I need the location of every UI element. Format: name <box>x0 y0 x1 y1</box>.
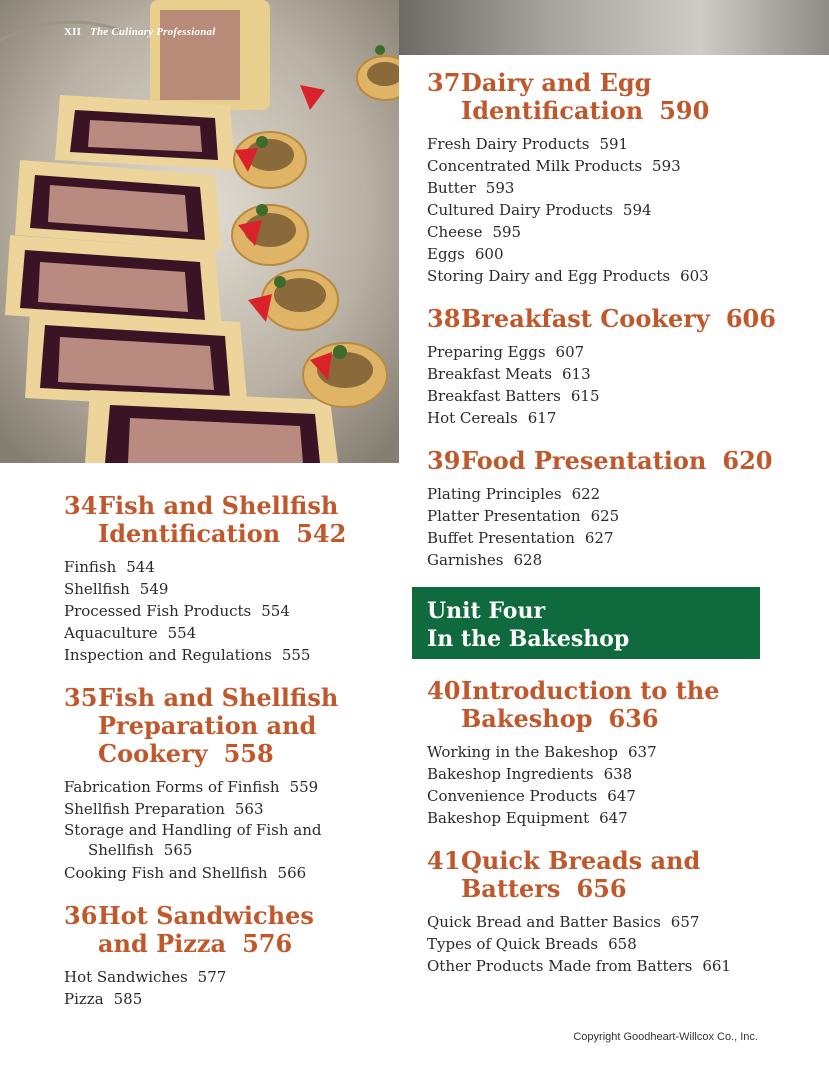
book-title: The Culinary Professional <box>90 26 216 38</box>
section-item[interactable]: Plating Principles 622 <box>427 485 601 503</box>
chapter-34 <box>64 492 364 666</box>
page-number: XII <box>64 26 82 38</box>
chapter-heading[interactable] <box>427 677 741 733</box>
section-item[interactable]: Storing Dairy and Egg Products 603 <box>427 267 709 285</box>
section-item[interactable]: Working in the Bakeshop 637 <box>427 743 657 761</box>
section-item[interactable]: Breakfast Batters 615 <box>427 387 600 405</box>
chapter-title: Dairy and Egg Identification <box>461 68 652 125</box>
running-header <box>64 26 215 38</box>
unit-banner[interactable] <box>412 587 760 659</box>
chapter-title: Food Presentation <box>461 446 707 475</box>
chapter-number: 38 <box>427 304 461 333</box>
section-item[interactable]: Cooking Fish and Shellfish 566 <box>64 864 307 882</box>
copyright-notice: Copyright Goodheart-Willcox Co., Inc. <box>573 1031 758 1043</box>
chapter-heading[interactable] <box>427 305 801 333</box>
chapter-heading[interactable] <box>427 447 801 475</box>
section-item[interactable]: Inspection and Regulations 555 <box>64 646 311 664</box>
chapter-sections <box>427 911 767 977</box>
chapter-title: Introduction to the Bakeshop <box>461 676 720 733</box>
section-item[interactable]: Finfish 544 <box>64 558 155 576</box>
chapter-36 <box>64 902 364 1010</box>
chapter-number: 41 <box>427 846 461 875</box>
section-item[interactable]: Preparing Eggs 607 <box>427 343 585 361</box>
section-item[interactable]: Concentrated Milk Products 593 <box>427 157 681 175</box>
section-item[interactable]: Eggs 600 <box>427 245 504 263</box>
unit-subtitle: In the Bakeshop <box>427 626 630 652</box>
chapter-page: 636 <box>608 704 659 733</box>
chapter-35 <box>64 684 364 884</box>
section-item[interactable]: Fabrication Forms of Finfish 559 <box>64 778 319 796</box>
chapter-number: 35 <box>64 683 98 712</box>
chapter-sections <box>427 133 767 287</box>
chapter-title: Fish and Shellfish Preparation and Cookery <box>98 683 339 768</box>
section-item[interactable]: Pizza 585 <box>64 990 143 1008</box>
chapter-40 <box>427 677 767 829</box>
chapter-title: Fish and Shellfish Identification <box>98 491 339 548</box>
chapter-title: Hot Sandwiches and Pizza <box>98 901 314 958</box>
chapter-heading[interactable] <box>64 902 328 958</box>
section-item[interactable]: Quick Bread and Batter Basics 657 <box>427 913 700 931</box>
chapter-39 <box>427 446 773 571</box>
section-item[interactable]: Shellfish 549 <box>64 580 169 598</box>
section-item[interactable]: Butter 593 <box>427 179 515 197</box>
section-item[interactable]: Hot Sandwiches 577 <box>64 968 227 986</box>
chapter-number: 37 <box>427 68 461 97</box>
section-item[interactable]: Aquaculture 554 <box>64 624 197 642</box>
food-photo <box>0 0 399 463</box>
chapter-title: Quick Breads and Batters <box>461 846 701 903</box>
chapter-page: 606 <box>725 304 776 333</box>
chapter-sections <box>64 556 364 666</box>
section-item[interactable]: Types of Quick Breads 658 <box>427 935 637 953</box>
section-item[interactable]: Cultured Dairy Products 594 <box>427 201 652 219</box>
section-item[interactable]: Shellfish Preparation 563 <box>64 800 264 818</box>
chapter-page: 576 <box>242 929 293 958</box>
chapter-page: 590 <box>659 96 710 125</box>
section-item[interactable]: Convenience Products 647 <box>427 787 636 805</box>
section-item[interactable]: Bakeshop Equipment 647 <box>427 809 628 827</box>
header-photo-strip <box>399 0 829 55</box>
chapter-heading[interactable] <box>64 492 368 548</box>
chapter-number: 40 <box>427 676 461 705</box>
section-item[interactable]: Cheese 595 <box>427 223 522 241</box>
section-item[interactable]: Hot Cereals 617 <box>427 409 557 427</box>
chapter-page: 656 <box>576 874 627 903</box>
section-item[interactable]: Fresh Dairy Products 591 <box>427 135 629 153</box>
chapter-number: 39 <box>427 446 461 475</box>
chapter-sections <box>427 741 767 829</box>
chapter-number: 36 <box>64 901 98 930</box>
chapter-sections <box>64 776 364 884</box>
unit-title: Unit Four <box>427 598 546 624</box>
chapter-heading[interactable] <box>64 684 348 768</box>
chapter-page: 620 <box>722 446 773 475</box>
section-item[interactable]: Processed Fish Products 554 <box>64 602 290 620</box>
chapter-sections <box>427 483 767 571</box>
chapter-37 <box>427 69 767 287</box>
chapter-heading[interactable] <box>427 847 731 903</box>
chapter-38 <box>427 304 776 429</box>
chapter-title: Breakfast Cookery <box>461 304 710 333</box>
section-item[interactable]: Other Products Made from Batters 661 <box>427 957 731 975</box>
chapter-number: 34 <box>64 491 98 520</box>
chapter-page: 542 <box>296 519 347 548</box>
chapter-heading[interactable] <box>427 69 731 125</box>
section-item[interactable]: Platter Presentation 625 <box>427 507 620 525</box>
chapter-41 <box>427 847 767 977</box>
chapter-sections <box>427 341 767 429</box>
chapter-sections <box>64 966 364 1010</box>
section-item[interactable]: Storage and Handling of Fish and Shellfish 565 <box>64 821 322 859</box>
section-item[interactable]: Breakfast Meats 613 <box>427 365 591 383</box>
section-item[interactable]: Bakeshop Ingredients 638 <box>427 765 633 783</box>
chapter-page: 558 <box>223 739 274 768</box>
section-item[interactable]: Buffet Presentation 627 <box>427 529 614 547</box>
left-column-toc <box>64 492 364 1010</box>
right-column-toc <box>427 68 776 571</box>
pate-en-croute-illustration <box>0 0 399 463</box>
bakeshop-toc <box>427 677 767 977</box>
section-item[interactable]: Garnishes 628 <box>427 551 543 569</box>
